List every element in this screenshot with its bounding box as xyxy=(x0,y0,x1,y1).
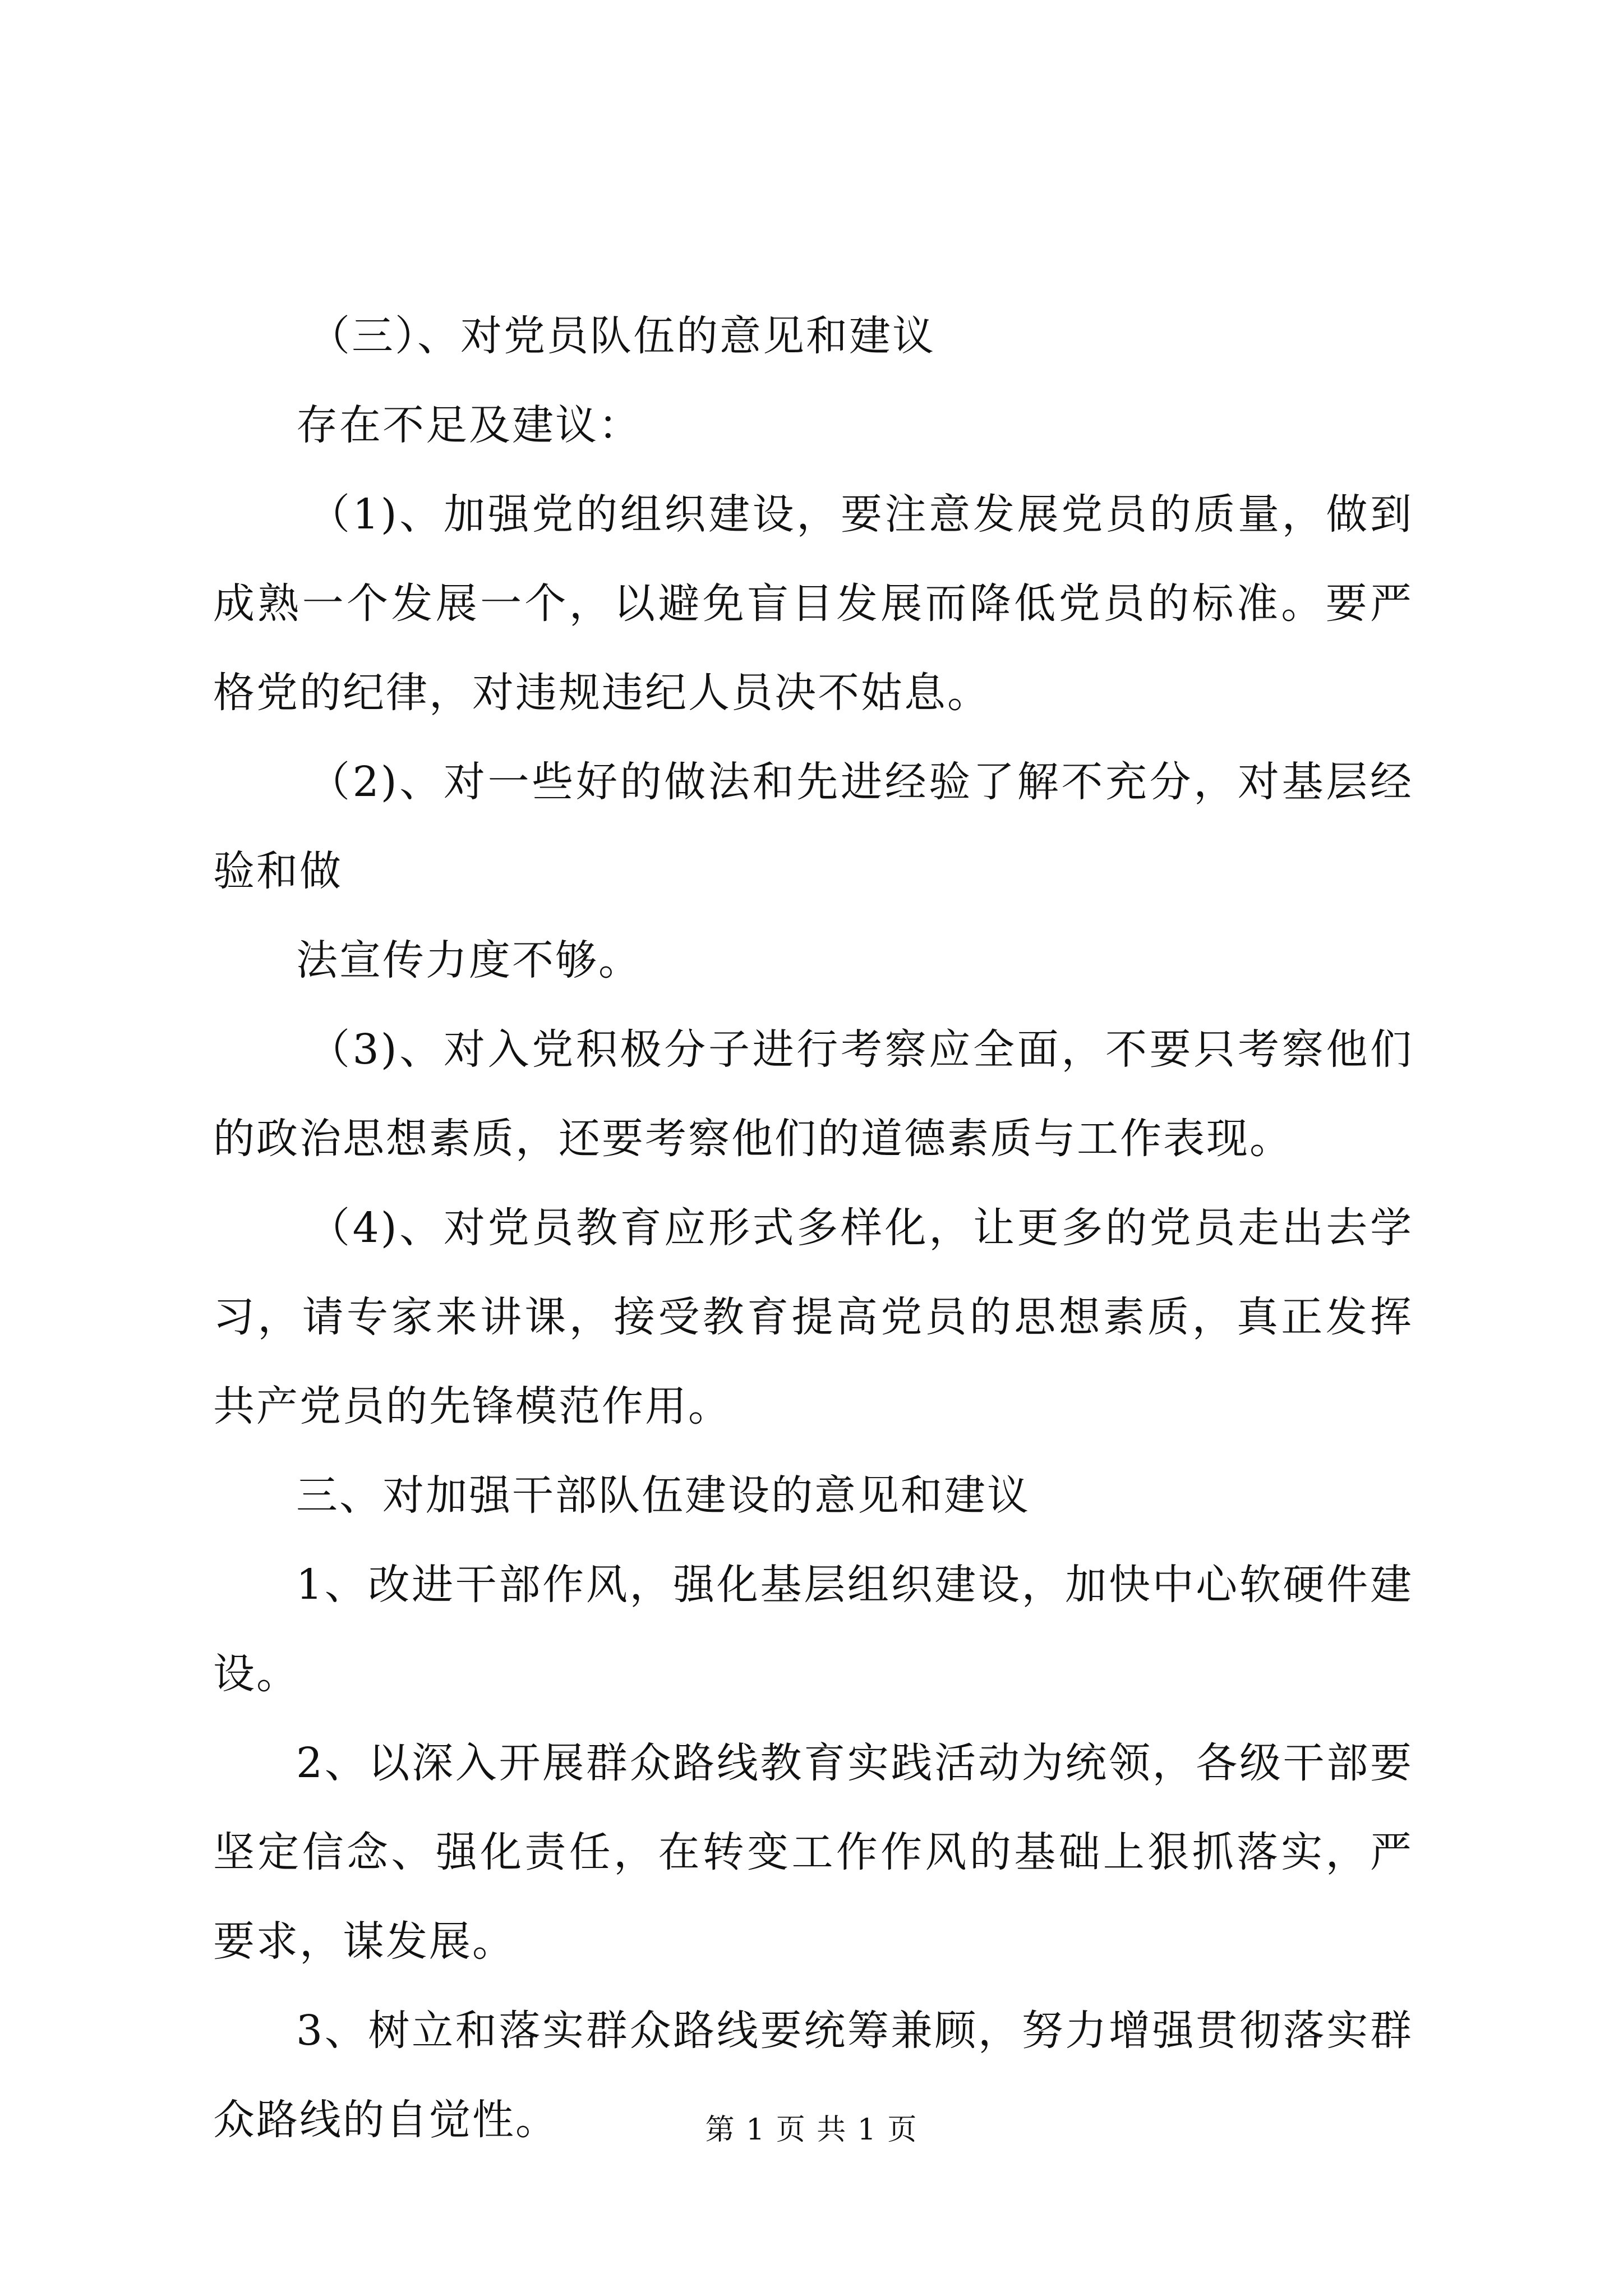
document-body xyxy=(213,292,1413,2165)
paragraph-item-4: （4)、对党员教育应形式多样化，让更多的党员走出去学习，请专家来讲课，接受教育提高党员的思想素质，真正发挥共产党员的先锋模范作用。 xyxy=(213,1204,1413,1430)
paragraph-item-2: （2)、对一些好的做法和先进经验了解不充分，对基层经验和做 xyxy=(213,758,1413,895)
paragraph-shortcomings-intro: 存在不足及建议： xyxy=(296,401,642,449)
paragraph-item-3: （3)、对入党积极分子进行考察应全面，不要只考察他们的政治思想素质，还要考察他们的道德素质与工作表现。 xyxy=(213,1025,1413,1163)
subsection-heading-3: （三）、对党员队伍的意见和建议 xyxy=(308,312,935,360)
paragraph-item-1: （1)、加强党的组织建设，要注意发展党员的质量，做到成熟一个发展一个，以避免盲目发展而降低党员的标准。要严格党的纪律，对违规违纪人员决不姑息。 xyxy=(213,490,1413,717)
paragraph-item-2-continued: 法宣传力度不够。 xyxy=(296,936,642,984)
paragraph-point-3: 3、树立和落实群众路线要统筹兼顾，努力增强贯彻落实群众路线的自觉性。 xyxy=(213,2007,1413,2144)
page-footer: 第 1 页 共 1 页 xyxy=(705,2113,918,2147)
paragraph-point-1: 1、改进干部作风，强化基层组织建设，加快中心软硬件建设。 xyxy=(213,1561,1413,1698)
section-heading-3: 三、对加强干部队伍建设的意见和建议 xyxy=(296,1471,1030,1520)
paragraph-point-2: 2、以深入开展群众路线教育实践活动为统领，各级干部要坚定信念、强化责任，在转变工作作风的基础上狠抓落实，严要求，谋发展。 xyxy=(213,1739,1413,1966)
